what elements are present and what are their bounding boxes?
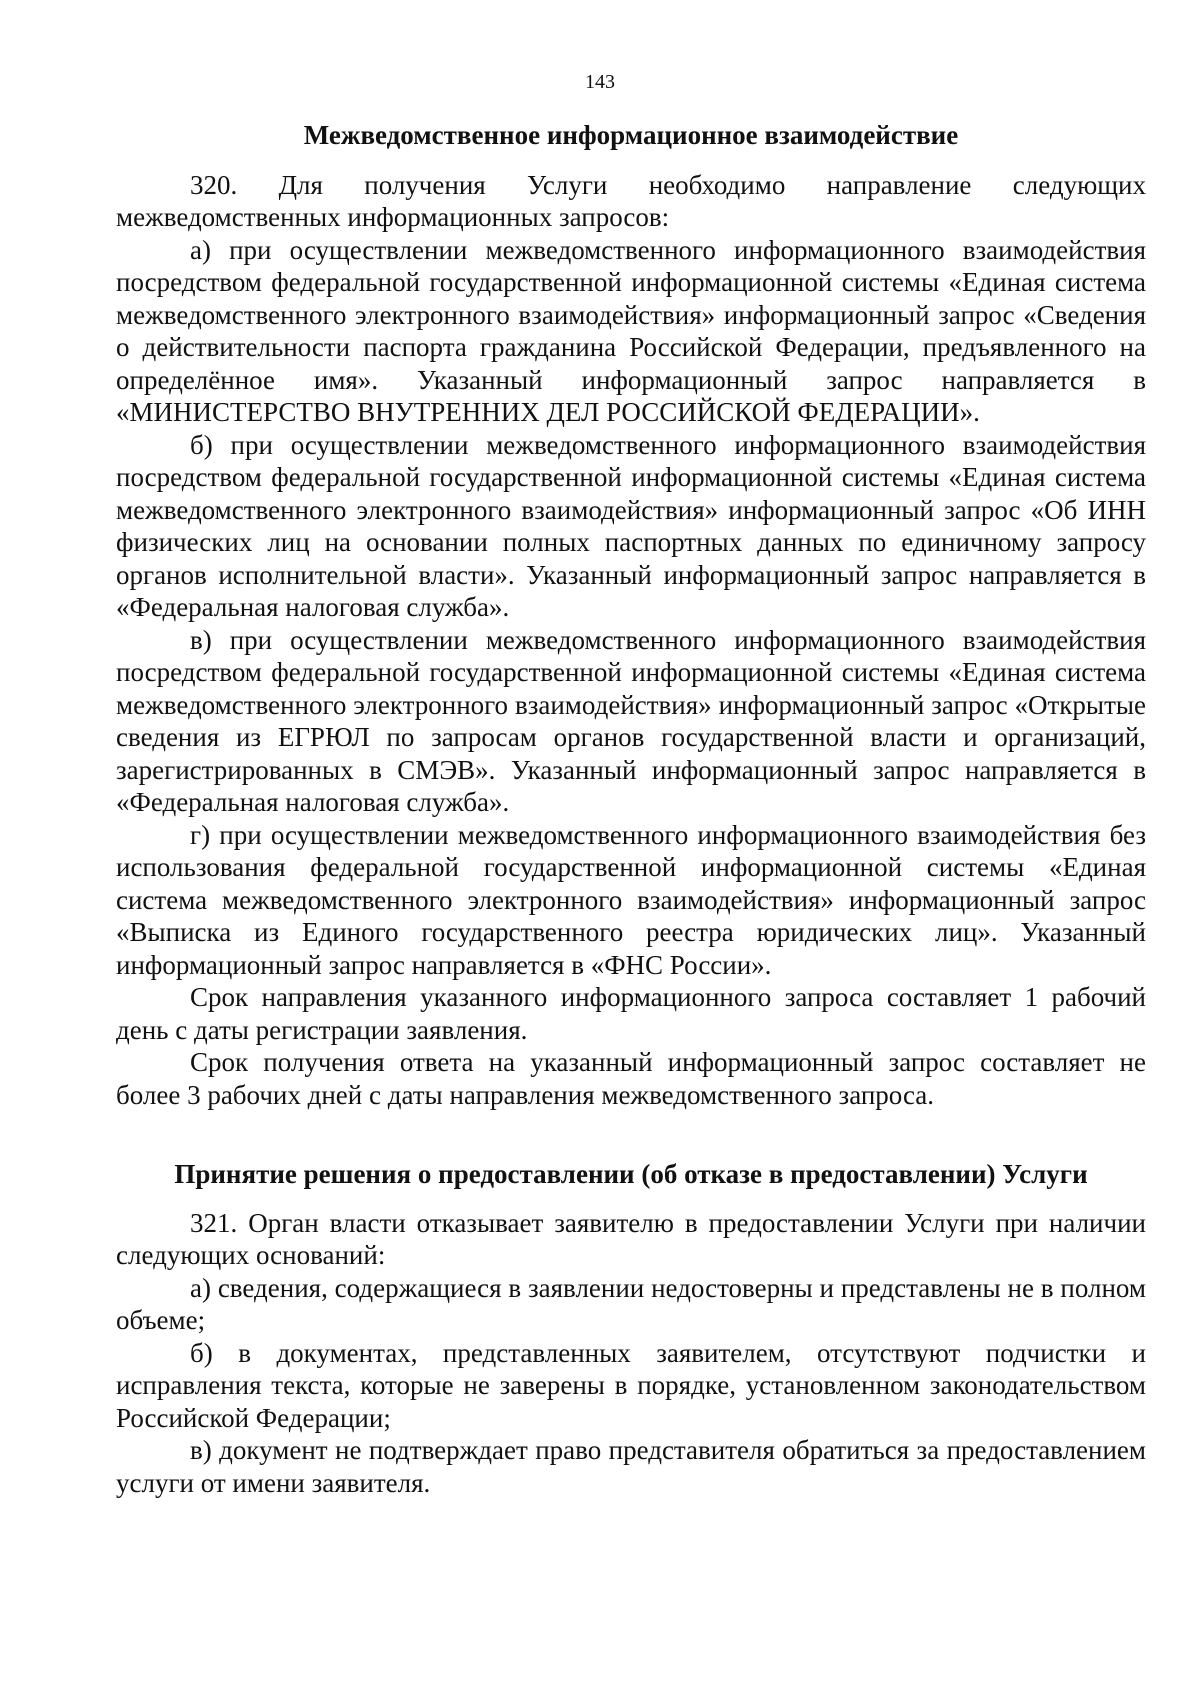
paragraph-320: 320. Для получения Услуги необходимо направление следующих межведомственных информационных запросов: xyxy=(116,169,1146,232)
paragraph-320-a: а) при осуществлении межведомственного информационного взаимодействия посредством федеральной государственной информационной системы «Единая система межведомственного электронного взаимодействия» информационный запрос «Сведения о действительности паспорта гражданина Российской Федерации, предъявленного на определённое имя». Указанный информационный запрос направляется в «МИНИСТЕРСТВО ВНУТРЕННИХ ДЕЛ РОССИЙСКОЙ ФЕДЕРАЦИИ». xyxy=(116,234,1146,427)
paragraph-321: 321. Орган власти отказывает заявителю в предоставлении Услуги при наличии следующих оснований: xyxy=(116,1207,1146,1270)
section-title-decision: Принятие решения о предоставлении (об отказе в предоставлении) Услуги xyxy=(174,1159,1088,1189)
paragraph-request-deadline: Срок направления указанного информационного запроса составляет 1 рабочий день с даты регистрации заявления. xyxy=(116,982,1146,1045)
section-title-interagency: Межведомственное информационное взаимодействие xyxy=(303,120,959,150)
paragraph-320-v: в) при осуществлении межведомственного информационного взаимодействия посредством федеральной государственной информационной системы «Единая система межведомственного электронного взаимодействия» информационный запрос «Открытые сведения из ЕГРЮЛ по запросам органов государственной власти и организаций, зарегистрированных в СМЭВ». Указанный информационный запрос направляется в «Федеральная налоговая служба». xyxy=(116,624,1146,817)
document-body xyxy=(116,119,1146,1499)
paragraph-response-deadline: Срок получения ответа на указанный информационный запрос составляет не более 3 рабочих дней с даты направления межведомственного запроса. xyxy=(116,1047,1146,1110)
paragraph-321-b: б) в документах, представленных заявителем, отсутствуют подчистки и исправления текста, которые не заверены в порядке, установленном законодательством Российской Федерации; xyxy=(116,1337,1146,1433)
paragraph-320-b: б) при осуществлении межведомственного информационного взаимодействия посредством федеральной государственной информационной системы «Единая система межведомственного электронного взаимодействия» информационный запрос «Об ИНН физических лиц на основании полных паспортных данных по единичному запросу органов исполнительной власти». Указанный информационный запрос направляется в «Федеральная налоговая служба». xyxy=(116,429,1146,622)
paragraph-321-v: в) документ не подтверждает право представителя обратиться за предоставлением услуги от имени заявителя. xyxy=(116,1435,1146,1498)
page-number: 143 xyxy=(585,71,615,93)
paragraph-321-a: а) сведения, содержащиеся в заявлении недостоверны и представлены не в полном объеме; xyxy=(116,1272,1146,1335)
paragraph-320-g: г) при осуществлении межведомственного информационного взаимодействия без использования федеральной государственной информационной системы «Единая система межведомственного электронного взаимодействия» информационный запрос «Выписка из Единого государственного реестра юридических лиц». Указанный информационный запрос направляется в «ФНС России». xyxy=(116,819,1146,980)
